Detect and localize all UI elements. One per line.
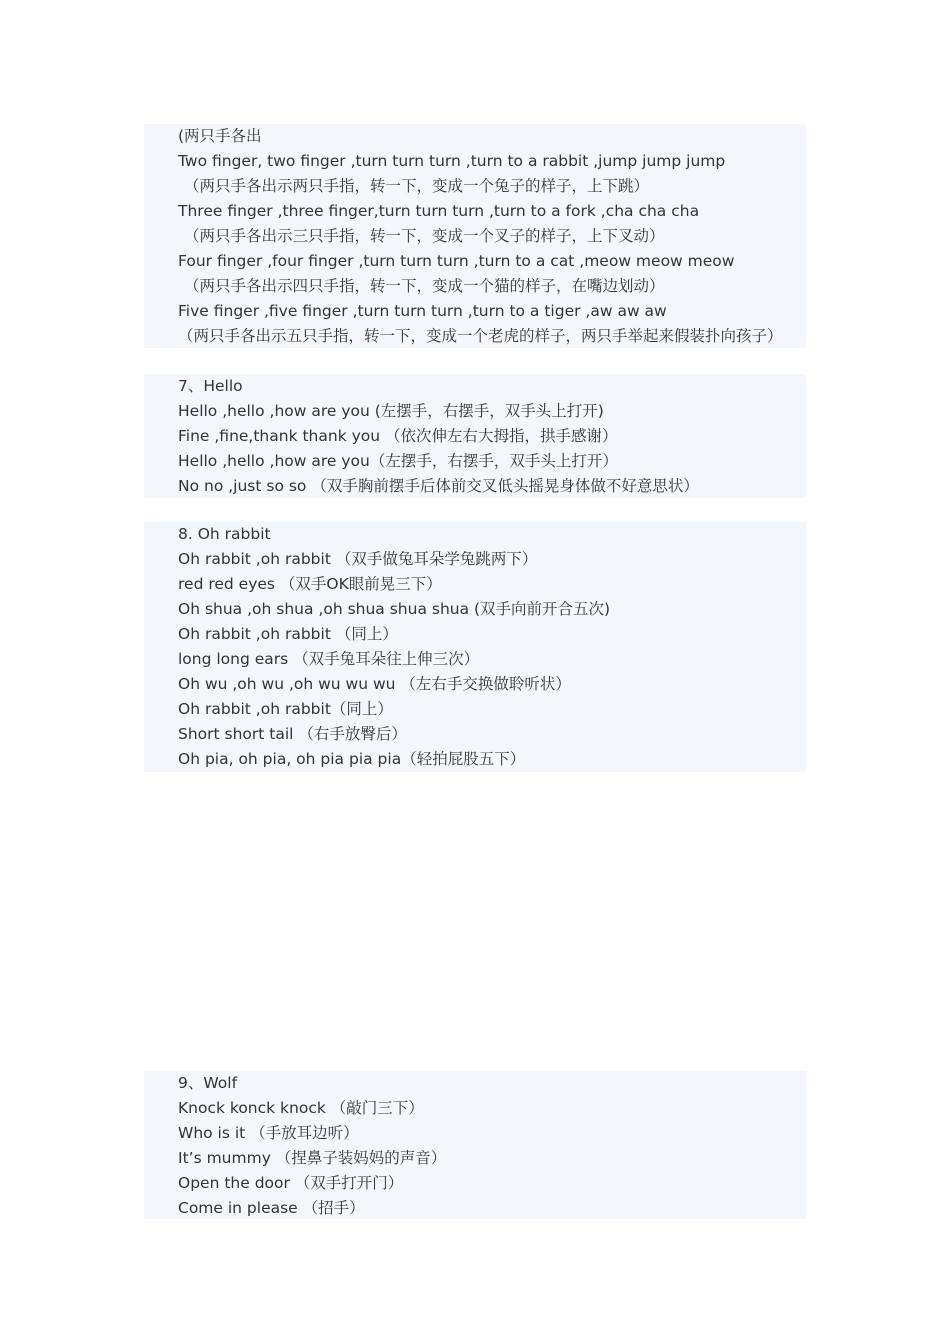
text-line: (两只手各出 [178,127,262,145]
finger-song-section [144,124,806,348]
text-line: Open the door （双手打开门） [178,1174,404,1192]
text-line: （两只手各出示两只手指，转一下，变成一个兔子的样子，上下跳） [184,177,650,195]
text-line: Fine ,fine,thank thank you （依次伸左右大拇指，拱手感谢） [178,427,618,445]
text-line: （两只手各出示三只手指，转一下，变成一个叉子的样子，上下叉动） [184,227,665,245]
text-line: Oh rabbit ,oh rabbit （同上） [178,625,398,643]
hello-song-section [144,374,806,498]
text-line: Short short tail （右手放臀后） [178,725,407,743]
text-line: Oh pia, oh pia, oh pia pia pia（轻拍屁股五下） [178,750,526,768]
text-line: （两只手各出示四只手指，转一下，变成一个猫的样子，在嘴边划动） [184,277,665,295]
text-line: It’s mummy （捏鼻子装妈妈的声音） [178,1149,447,1167]
text-line: Three finger ,three finger,turn turn turn ,turn to a fork ,cha cha cha [178,202,700,220]
text-line: Hello ,hello ,how are you（左摆手，右摆手，双手头上打开） [178,452,618,470]
text-line: Oh shua ,oh shua ,oh shua shua shua (双手向前开合五次) [178,600,611,618]
text-line: Four finger ,four finger ,turn turn turn ,turn to a cat ,meow meow meow [178,252,735,270]
text-line: Knock konck knock （敲门三下） [178,1099,424,1117]
section-heading: 8. Oh rabbit [178,525,271,543]
text-line: Oh rabbit ,oh rabbit（同上） [178,700,393,718]
text-line: Oh rabbit ,oh rabbit （双手做兔耳朵学兔跳两下） [178,550,538,568]
section-heading: 9、Wolf [178,1074,238,1092]
oh-rabbit-song-section [144,522,806,772]
text-line: No no ,just so so （双手胸前摆手后体前交叉低头摇晃身体做不好意思状） [178,477,699,495]
text-line: long long ears （双手兔耳朵往上伸三次） [178,650,480,668]
text-line: Hello ,hello ,how are you (左摆手，右摆手，双手头上打开) [178,402,604,420]
text-line: Two finger, two finger ,turn turn turn ,turn to a rabbit ,jump jump jump [178,152,726,170]
text-line: Come in please （招手） [178,1199,365,1217]
text-line: （两只手各出示五只手指，转一下，变成一个老虎的样子，两只手举起来假装扑向孩子） [178,327,783,345]
text-line: red red eyes （双手OK眼前晃三下） [178,575,442,593]
text-line: Who is it （手放耳边听） [178,1124,359,1142]
text-line: Oh wu ,oh wu ,oh wu wu wu （左右手交换做聆听状） [178,675,571,693]
section-heading: 7、Hello [178,377,243,395]
wolf-song-section [144,1071,806,1219]
text-line: Five finger ,five finger ,turn turn turn ,turn to a tiger ,aw aw aw [178,302,667,320]
